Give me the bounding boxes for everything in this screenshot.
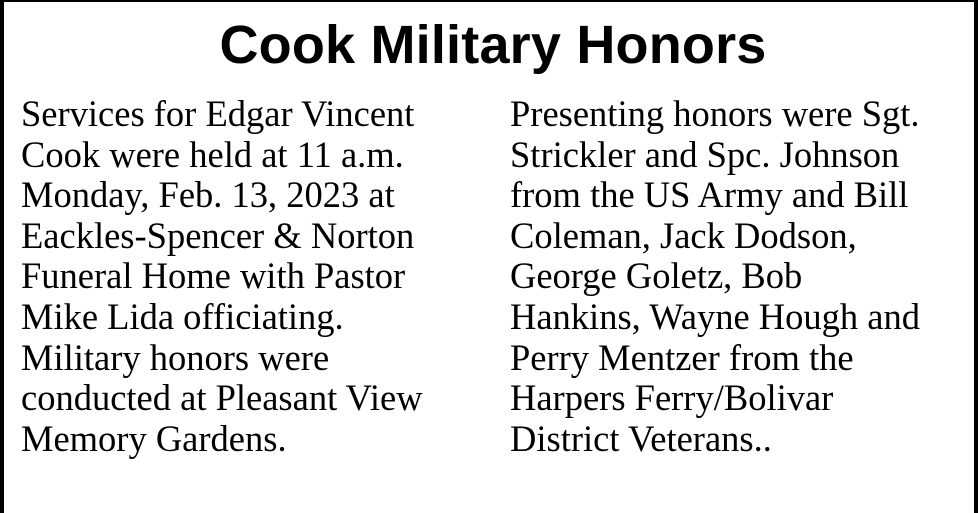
body-line: Coleman, Jack Dodson, <box>510 214 857 256</box>
body-line: Mike Lida officiating. <box>21 295 344 337</box>
notice-body-left-column <box>21 94 423 459</box>
body-line: Hankins, Wayne Hough and <box>510 295 920 337</box>
body-line: conducted at Pleasant View <box>21 377 423 419</box>
body-line: George Goletz, Bob <box>510 255 803 297</box>
body-line: Military honors were <box>21 336 330 378</box>
body-line: Perry Mentzer from the <box>510 336 854 378</box>
body-line: Eackles-Spencer & Norton <box>21 214 415 256</box>
body-line: Strickler and Spc. Johnson <box>510 133 900 175</box>
body-line: Cook were held at 11 a.m. <box>21 133 404 175</box>
notice-headline: Cook Military Honors <box>219 15 767 75</box>
body-line: Harpers Ferry/Bolivar <box>510 377 834 419</box>
body-line: from the US Army and Bill <box>510 174 909 216</box>
body-line: Services for Edgar Vincent <box>21 93 415 134</box>
body-line: Funeral Home with Pastor <box>21 255 406 297</box>
body-line: Monday, Feb. 13, 2023 at <box>21 174 395 216</box>
body-line: District Veterans.. <box>510 417 772 459</box>
body-line: Presenting honors were Sgt. <box>510 93 920 134</box>
notice-body-right-column <box>510 94 920 459</box>
body-line: Memory Gardens. <box>21 417 287 459</box>
